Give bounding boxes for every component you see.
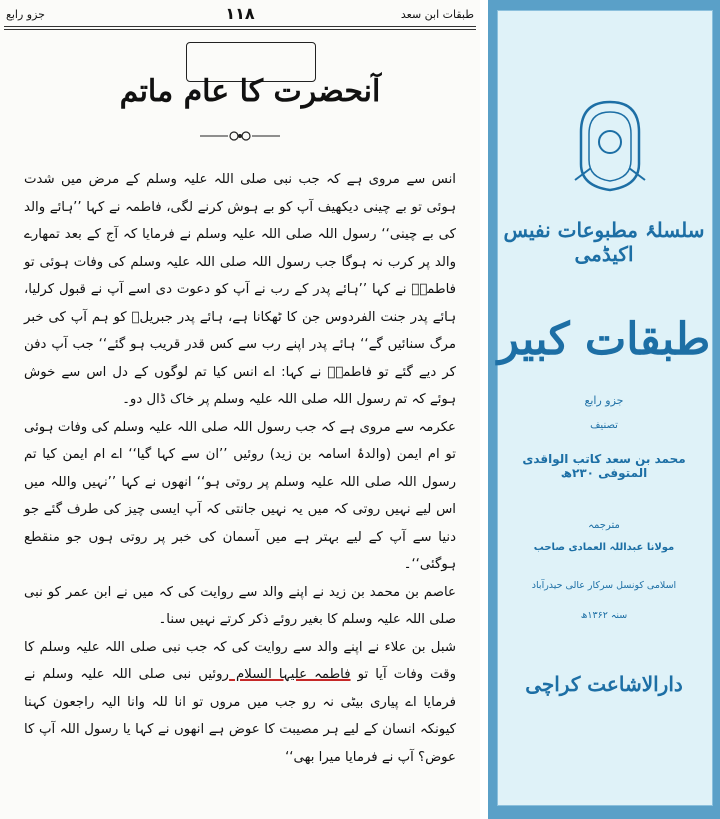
paragraph-4-end: نبی صلی اللہ علیہ وسلم نے فرمایا اے پیاری بیٹی نہ رو جب میں مروں تو انا للہ وانا الیہ راجعون کہنا کیونکہ انسان کے لیے ہر مصیبت کا عوض ہے انھوں نے کہا یا رسول اللہ آپ کا عوض؟ آپ نے فرمایا میرا بھی‘‘ <box>24 667 456 765</box>
cover-author: محمد بن سعد کاتب الواقدی المتوفی ۲۳۰ھ <box>522 452 686 480</box>
cover-series: سلسلۂ مطبوعات نفیس اکیڈمی <box>503 218 705 266</box>
cover-volume: جزو رابع <box>584 394 624 407</box>
paragraph-4 <box>24 634 456 772</box>
cover-emblem-icon <box>571 94 649 194</box>
header-book-title: طبقات ابن سعد <box>400 8 474 21</box>
underlined-phrase: فاطمہ علیہا السلام روئیں <box>198 667 351 682</box>
cover-author-label: تصنیف <box>590 420 618 431</box>
header-rule-double <box>4 29 476 30</box>
chapter-title: آنحضرت کا عام ماتم <box>119 74 381 109</box>
article-body <box>24 166 456 771</box>
paragraph-2: عکرمہ سے مروی ہے کہ جب رسول اللہ صلی اللہ علیہ وسلم کی وفات ہوئی تو ام ایمن (والدۂ اسامہ بن زید) روئیں ’’ان سے کہا گیا‘‘ اے ام ایمن کیا تم رسول اللہ صلی اللہ علیہ وسلم پر روتی ہو‘‘ انھوں نے کہا ’’نہیں واللہ میں اس لیے نہیں روتی کہ میں یہ نہیں جانتی کہ آپ ایسی چیز کی طرف گئے جو دنیا سے آپ کے لیے بہتر ہے میں آسمان کی خبر پر روتی ہوں جو منقطع ہوگئی‘‘۔ <box>24 419 456 572</box>
divider-ornament-icon <box>200 128 280 144</box>
cover-title: طبقات کبیر <box>497 314 711 365</box>
header-volume: جزو رابع <box>6 8 45 21</box>
running-header <box>4 4 476 24</box>
cover-translator-label: مترجمہ <box>588 520 620 531</box>
page-number: ۱۱۸ <box>225 4 255 23</box>
cover-line-2: سنہ ۱۳۶۲ھ <box>580 610 628 621</box>
cover-publisher: دارالاشاعت کراچی <box>525 672 683 696</box>
cover-line-1: اسلامی کونسل سرکار عالی حیدرآباد <box>531 580 677 591</box>
paragraph-1: انس سے مروی ہے کہ جب نبی صلی اللہ علیہ وسلم کے مرض میں شدت ہوئی تو بے چینی دیکھیف آپ کو بے ہوش کرنے لگی، فاطمہ نے کہا ’’ہائے والد کی بے چینی‘‘ رسول اللہ صلی اللہ علیہ وسلم نے فرمایا کہ آج کے بعد تمھارے والد پر کرب نہ ہوگا جب رسول اللہ صلی اللہ علیہ وسلم کی وفات ہوئی تو فاطمہؓ نے کہا ’’ہائے پدر کے رب نے آپ کو دعوت دی اسے آپ نے قبول کرلیا، ہائے پدر جنت الفردوس جن کا ٹھکانا ہے، ہائے پدر جبریلؑ کو ہم آپ کی خبر مرگ سنائیں گے‘‘ ہائے پدر اپنے رب سے کس قدر قریب ہو گئے‘‘ جب آپ دفن کر دیے گئے تو فاطمہؓ نے کہا: اے انس کیا تم لوگوں کے دل اس سے خوش ہوئے کہ تم رسول اللہ صلی اللہ علیہ وسلم پر خاک ڈال دو۔ <box>24 172 456 407</box>
paragraph-4-start: شبل بن علاء نے اپنے والد سے روایت کی کہ جب نبی صلی اللہ علیہ وسلم کا وقت وفات آیا تو <box>24 639 456 682</box>
header-rule <box>4 26 476 27</box>
paragraph-3: عاصم بن محمد بن زید نے اپنے والد سے روایت کی کہ میں نے ابن عمر کو نبی صلی اللہ علیہ وسلم کا بغیر روئے ذکر کرتے نہیں سنا۔ <box>24 584 456 627</box>
cover-translator: مولانا عبداللہ العمادی صاحب <box>533 542 675 553</box>
